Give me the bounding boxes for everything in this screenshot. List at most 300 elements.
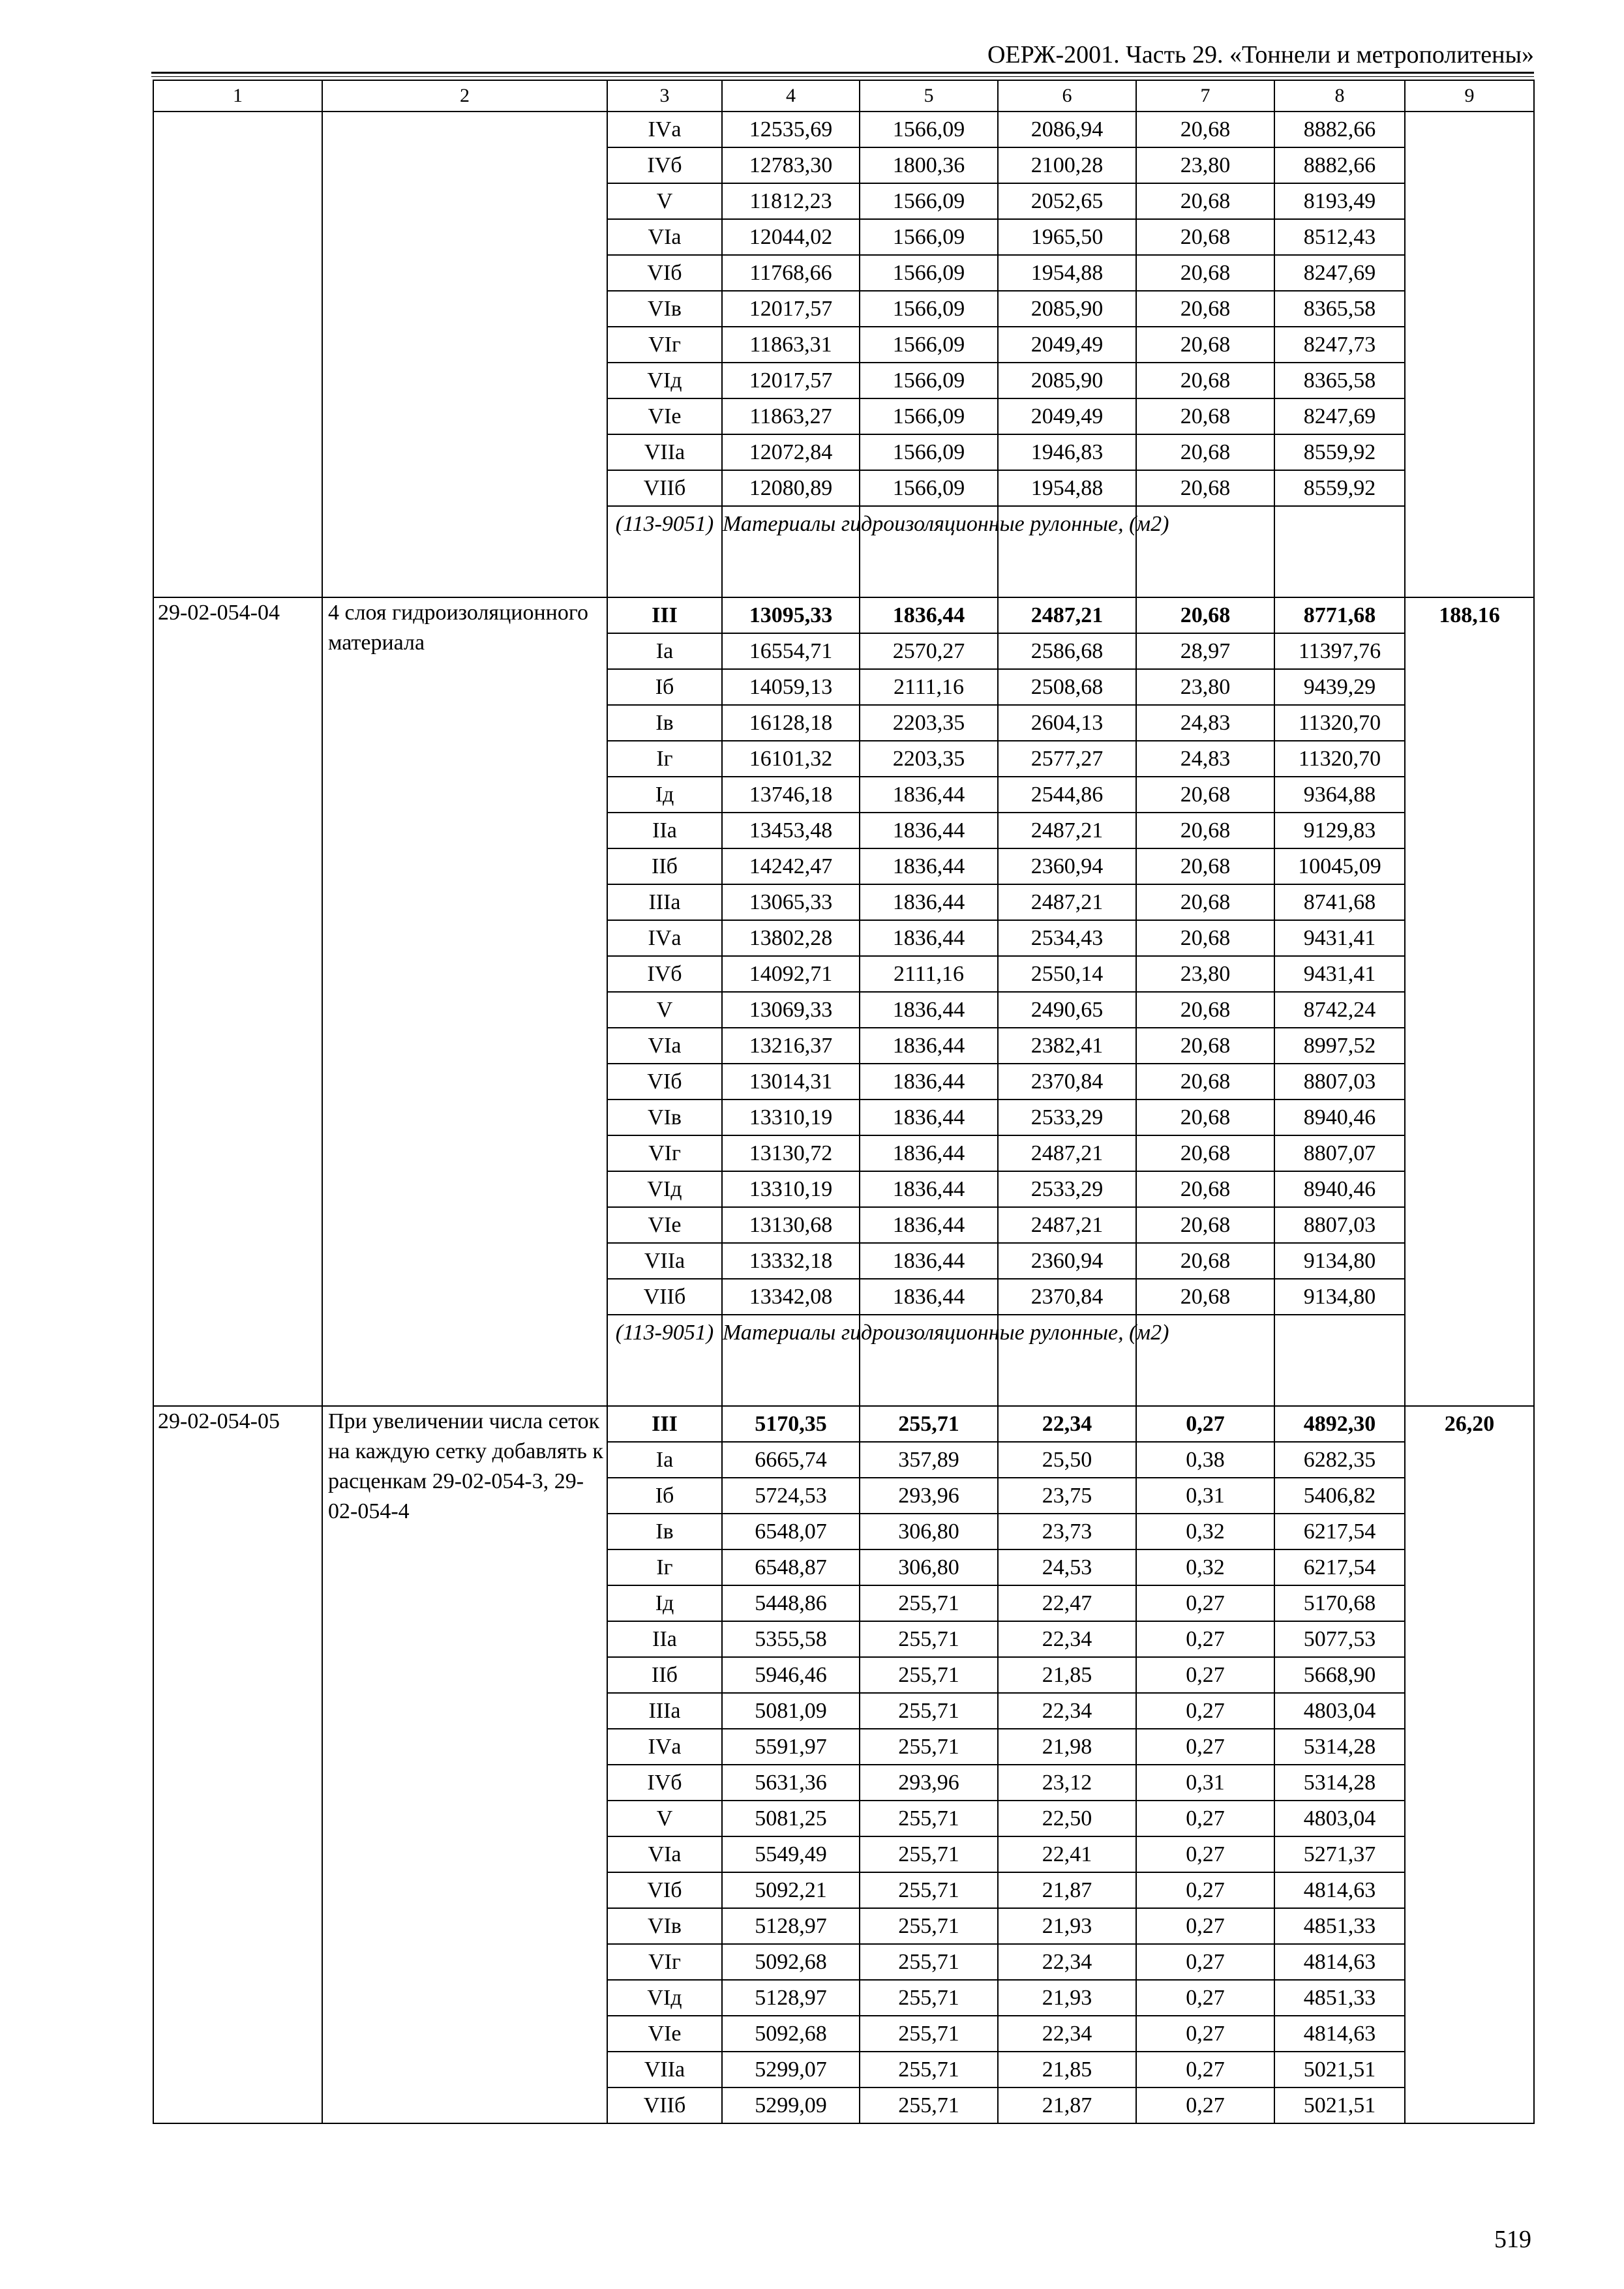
cell-value: 20,68 <box>1136 777 1274 813</box>
column-number: 3 <box>607 80 722 112</box>
cell-value: 13130,72 <box>722 1135 860 1171</box>
cell-value: 0,27 <box>1136 1944 1274 1980</box>
cell-value: VIд <box>607 1980 722 2016</box>
cell-value: Iг <box>607 741 722 777</box>
cell-value: VIб <box>607 1872 722 1908</box>
cell-value: 306,80 <box>860 1514 998 1549</box>
cell-value: VIе <box>607 398 722 434</box>
column-number: 1 <box>153 80 322 112</box>
cell-value: 1836,44 <box>860 1135 998 1171</box>
cell-value: 24,83 <box>1136 741 1274 777</box>
cell-value: 255,71 <box>860 1693 998 1729</box>
header-rule-thin <box>151 76 1534 77</box>
cell-value: 1836,44 <box>860 597 998 633</box>
cell-value: 22,47 <box>998 1585 1136 1621</box>
cell-value: 20,68 <box>1136 1279 1274 1315</box>
cell-value: 8559,92 <box>1274 470 1405 506</box>
cell-value: 11320,70 <box>1274 705 1405 741</box>
cell-value: 20,68 <box>1136 813 1274 848</box>
cell-value: 255,71 <box>860 1657 998 1693</box>
cell-value: VIа <box>607 219 722 255</box>
cell-value: 4851,33 <box>1274 1908 1405 1944</box>
cell-value: 28,97 <box>1136 633 1274 669</box>
cell-value: 5271,37 <box>1274 1836 1405 1872</box>
cell-value: 6282,35 <box>1274 1442 1405 1478</box>
empty-cell <box>1274 506 1405 597</box>
cell-value: Iа <box>607 1442 722 1478</box>
cell-value: 5631,36 <box>722 1765 860 1801</box>
cell-value: 5591,97 <box>722 1729 860 1765</box>
cell-value: 20,68 <box>1136 1135 1274 1171</box>
cell-value: Iг <box>607 1549 722 1585</box>
cell-value: 9439,29 <box>1274 669 1405 705</box>
cell-value: 10045,09 <box>1274 848 1405 884</box>
cell-value: 20,68 <box>1136 112 1274 147</box>
cell-value: 5406,82 <box>1274 1478 1405 1514</box>
cell-value: IIа <box>607 1621 722 1657</box>
cell-value: VIIа <box>607 1243 722 1279</box>
cell-value: 20,68 <box>1136 398 1274 434</box>
cell-value: VIг <box>607 1944 722 1980</box>
cell-value: 2086,94 <box>998 112 1136 147</box>
cell-value: 8807,03 <box>1274 1207 1405 1243</box>
cell-value: 2534,43 <box>998 920 1136 956</box>
cell-value: 9134,80 <box>1274 1243 1405 1279</box>
cell-value: IIа <box>607 813 722 848</box>
cell-value: 5021,51 <box>1274 2052 1405 2087</box>
header-title: ОЕРЖ-2001. Часть 29. «Тоннели и метрополитены» <box>987 41 1534 68</box>
cell-value: 5092,68 <box>722 1944 860 1980</box>
cell-value: VIIб <box>607 2087 722 2123</box>
cell-value: 0,27 <box>1136 2016 1274 2052</box>
cell-value: 5081,25 <box>722 1801 860 1836</box>
material-name: Материалы гидроизоляционные рулонные, (м2) <box>722 506 860 597</box>
cell-value: 255,71 <box>860 1836 998 1872</box>
cell-value: 11320,70 <box>1274 741 1405 777</box>
cell-value: 8247,69 <box>1274 398 1405 434</box>
cell-value: 2100,28 <box>998 147 1136 183</box>
cell-value: 8365,58 <box>1274 363 1405 398</box>
cell-value: 11397,76 <box>1274 633 1405 669</box>
cell-value: 0,27 <box>1136 1621 1274 1657</box>
cell-value: V <box>607 992 722 1028</box>
cell-value: 24,53 <box>998 1549 1136 1585</box>
cell-value: 293,96 <box>860 1765 998 1801</box>
cell-value: IVб <box>607 1765 722 1801</box>
cell-value: 1836,44 <box>860 1100 998 1135</box>
cell-value: 20,68 <box>1136 434 1274 470</box>
cell-value: VIд <box>607 1171 722 1207</box>
cell-value: 4892,30 <box>1274 1406 1405 1442</box>
cell-value: 4803,04 <box>1274 1801 1405 1836</box>
cell-value: 306,80 <box>860 1549 998 1585</box>
cell-value: 2533,29 <box>998 1100 1136 1135</box>
cell-value: 21,85 <box>998 2052 1136 2087</box>
cell-value: VIIб <box>607 470 722 506</box>
cell-value: 5092,68 <box>722 2016 860 2052</box>
cell-value: 13746,18 <box>722 777 860 813</box>
cell-value: 23,75 <box>998 1478 1136 1514</box>
cell-value: 255,71 <box>860 1406 998 1442</box>
cell-value: 0,27 <box>1136 1657 1274 1693</box>
cell-value: 6665,74 <box>722 1442 860 1478</box>
cell-value: 5021,51 <box>1274 2087 1405 2123</box>
cell-value: 2382,41 <box>998 1028 1136 1064</box>
cell-value: 5549,49 <box>722 1836 860 1872</box>
cell-value: IIIа <box>607 884 722 920</box>
cell-value: 13069,33 <box>722 992 860 1028</box>
cell-value: 1954,88 <box>998 255 1136 291</box>
cell-value: IIб <box>607 848 722 884</box>
cell-value: 2052,65 <box>998 183 1136 219</box>
cell-value: 20,68 <box>1136 183 1274 219</box>
cell-value: 0,31 <box>1136 1765 1274 1801</box>
cell-value: 12080,89 <box>722 470 860 506</box>
cell-value: V <box>607 1801 722 1836</box>
cell-value: 1566,09 <box>860 219 998 255</box>
cell-value: 5170,68 <box>1274 1585 1405 1621</box>
cell-value: 2533,29 <box>998 1171 1136 1207</box>
column-number: 5 <box>860 80 998 112</box>
cell-value: 20,68 <box>1136 327 1274 363</box>
cell-value: 2360,94 <box>998 848 1136 884</box>
cell-value: 0,32 <box>1136 1514 1274 1549</box>
cell-value: 1566,09 <box>860 255 998 291</box>
cell-code: 29-02-054-04 <box>153 597 322 1406</box>
cell-value: Iв <box>607 705 722 741</box>
cell-value: 13310,19 <box>722 1171 860 1207</box>
page-header <box>151 40 1534 76</box>
cell-value: 1836,44 <box>860 1028 998 1064</box>
cell-value: 4814,63 <box>1274 1872 1405 1908</box>
cell-value: 1566,09 <box>860 327 998 363</box>
cell-value: 22,34 <box>998 1693 1136 1729</box>
cell-value: 0,27 <box>1136 1729 1274 1765</box>
cell-value: 5355,58 <box>722 1621 860 1657</box>
cell-value: 23,80 <box>1136 669 1274 705</box>
cell-value: 255,71 <box>860 1944 998 1980</box>
cell-value: 23,80 <box>1136 956 1274 992</box>
cell-value: 4814,63 <box>1274 2016 1405 2052</box>
cell-value: 1954,88 <box>998 470 1136 506</box>
cell-value: 23,73 <box>998 1514 1136 1549</box>
cell-value: 20,68 <box>1136 1100 1274 1135</box>
cell-value: 16128,18 <box>722 705 860 741</box>
cell-value: 13332,18 <box>722 1243 860 1279</box>
cell-description <box>322 112 607 597</box>
cell-value: 13216,37 <box>722 1028 860 1064</box>
cell-value: 21,87 <box>998 1872 1136 1908</box>
cell-value: 8512,43 <box>1274 219 1405 255</box>
cell-value: 22,41 <box>998 1836 1136 1872</box>
material-name: Материалы гидроизоляционные рулонные, (м2) <box>722 1315 860 1406</box>
cell-value: III <box>607 597 722 633</box>
column-number: 4 <box>722 80 860 112</box>
cell-value: VIв <box>607 291 722 327</box>
cell-value: 22,34 <box>998 2016 1136 2052</box>
cell-value: 1836,44 <box>860 992 998 1028</box>
cell-value: 8741,68 <box>1274 884 1405 920</box>
cell-value: VIIб <box>607 1279 722 1315</box>
cell-value: 23,80 <box>1136 147 1274 183</box>
cell-value: Iд <box>607 1585 722 1621</box>
cell-value: 255,71 <box>860 1585 998 1621</box>
cell-value: 13130,68 <box>722 1207 860 1243</box>
cell-value: 255,71 <box>860 1908 998 1944</box>
cell-value: 6217,54 <box>1274 1514 1405 1549</box>
cell-value: 2586,68 <box>998 633 1136 669</box>
column-number: 9 <box>1405 80 1534 112</box>
cell-value: 5668,90 <box>1274 1657 1405 1693</box>
cell-value: 255,71 <box>860 1980 998 2016</box>
cell-value: 5077,53 <box>1274 1621 1405 1657</box>
cell-value: 9134,80 <box>1274 1279 1405 1315</box>
cell-value: 5170,35 <box>722 1406 860 1442</box>
cell-value: 0,27 <box>1136 2087 1274 2123</box>
cell-value: 2203,35 <box>860 705 998 741</box>
cell-value: 20,68 <box>1136 470 1274 506</box>
cell-value: IVа <box>607 112 722 147</box>
col9-value: 188,16 <box>1439 603 1500 627</box>
cell-value: 14092,71 <box>722 956 860 992</box>
cell-value: 255,71 <box>860 1801 998 1836</box>
cell-value: 5299,09 <box>722 2087 860 2123</box>
cell-value: 14059,13 <box>722 669 860 705</box>
table-row <box>153 597 1534 633</box>
cell-value: 0,27 <box>1136 1801 1274 1836</box>
cell-value: 8771,68 <box>1274 597 1405 633</box>
cell-value: 2049,49 <box>998 398 1136 434</box>
cell-value: 22,34 <box>998 1621 1136 1657</box>
cell-value: 1566,09 <box>860 363 998 398</box>
cell-value: 11863,31 <box>722 327 860 363</box>
cell-value: VIг <box>607 327 722 363</box>
price-table <box>153 80 1535 2124</box>
cell-code <box>153 112 322 597</box>
table-body <box>153 80 1534 2123</box>
cell-value: VIе <box>607 1207 722 1243</box>
cell-value: 0,27 <box>1136 1693 1274 1729</box>
cell-value: 2604,13 <box>998 705 1136 741</box>
column-number: 7 <box>1136 80 1274 112</box>
cell-value: 2049,49 <box>998 327 1136 363</box>
cell-value: 1836,44 <box>860 1279 998 1315</box>
cell-value: 20,68 <box>1136 1171 1274 1207</box>
cell-value: 12017,57 <box>722 291 860 327</box>
table-row <box>153 112 1534 147</box>
cell-value: 2203,35 <box>860 741 998 777</box>
cell-value: 1836,44 <box>860 1207 998 1243</box>
cell-value: 357,89 <box>860 1442 998 1478</box>
cell-value: VIг <box>607 1135 722 1171</box>
cell-value: 0,38 <box>1136 1442 1274 1478</box>
cell-value: 1836,44 <box>860 1171 998 1207</box>
cell-value: 8247,69 <box>1274 255 1405 291</box>
page-number: 519 <box>1494 2226 1531 2253</box>
cell-col9 <box>1405 1406 1534 2123</box>
cell-value: 0,27 <box>1136 1406 1274 1442</box>
cell-value: IIб <box>607 1657 722 1693</box>
cell-value: 20,68 <box>1136 992 1274 1028</box>
cell-value: 6217,54 <box>1274 1549 1405 1585</box>
cell-value: 12783,30 <box>722 147 860 183</box>
cell-value: 9129,83 <box>1274 813 1405 848</box>
cell-value: 8807,03 <box>1274 1064 1405 1100</box>
cell-value: 2360,94 <box>998 1243 1136 1279</box>
cell-value: 2577,27 <box>998 741 1136 777</box>
cell-value: VIIа <box>607 434 722 470</box>
cell-value: 2111,16 <box>860 669 998 705</box>
cell-value: VIа <box>607 1836 722 1872</box>
cell-value: 5314,28 <box>1274 1765 1405 1801</box>
cell-value: 1836,44 <box>860 1243 998 1279</box>
cell-value: 8742,24 <box>1274 992 1405 1028</box>
cell-value: 20,68 <box>1136 255 1274 291</box>
column-number: 2 <box>322 80 607 112</box>
cell-description: 4 слоя гидроизоляционного материала <box>322 597 607 1406</box>
cell-value: 20,68 <box>1136 1028 1274 1064</box>
cell-value: 1836,44 <box>860 1064 998 1100</box>
cell-value: 20,68 <box>1136 1207 1274 1243</box>
cell-value: 5092,21 <box>722 1872 860 1908</box>
cell-value: 16554,71 <box>722 633 860 669</box>
cell-value: 13065,33 <box>722 884 860 920</box>
cell-value: 0,27 <box>1136 1908 1274 1944</box>
cell-value: 1566,09 <box>860 183 998 219</box>
cell-value: V <box>607 183 722 219</box>
cell-value: 255,71 <box>860 2052 998 2087</box>
cell-value: VIIа <box>607 2052 722 2087</box>
cell-value: 13342,08 <box>722 1279 860 1315</box>
cell-value: 2085,90 <box>998 291 1136 327</box>
cell-value: 2544,86 <box>998 777 1136 813</box>
cell-value: Iд <box>607 777 722 813</box>
cell-value: 0,27 <box>1136 1585 1274 1621</box>
cell-value: 2487,21 <box>998 1135 1136 1171</box>
column-number-row <box>153 80 1534 112</box>
cell-value: III <box>607 1406 722 1442</box>
cell-value: IVа <box>607 1729 722 1765</box>
cell-value: Iб <box>607 669 722 705</box>
cell-value: 13310,19 <box>722 1100 860 1135</box>
cell-value: 2490,65 <box>998 992 1136 1028</box>
cell-value: Iв <box>607 1514 722 1549</box>
cell-value: 25,50 <box>998 1442 1136 1478</box>
cell-value: 8882,66 <box>1274 147 1405 183</box>
cell-value: 13802,28 <box>722 920 860 956</box>
cell-value: 2370,84 <box>998 1279 1136 1315</box>
cell-value: 22,34 <box>998 1406 1136 1442</box>
cell-value: IVб <box>607 147 722 183</box>
cell-value: 1946,83 <box>998 434 1136 470</box>
cell-value: 8882,66 <box>1274 112 1405 147</box>
cell-value: 20,68 <box>1136 219 1274 255</box>
cell-value: 0,27 <box>1136 1836 1274 1872</box>
cell-value: VIд <box>607 363 722 398</box>
cell-value: 2508,68 <box>998 669 1136 705</box>
cell-value: 4803,04 <box>1274 1693 1405 1729</box>
cell-value: VIа <box>607 1028 722 1064</box>
cell-value: 13014,31 <box>722 1064 860 1100</box>
material-code: (113-9051) <box>607 506 722 597</box>
cell-value: 6548,87 <box>722 1549 860 1585</box>
cell-value: 1566,09 <box>860 434 998 470</box>
cell-value: 21,98 <box>998 1729 1136 1765</box>
cell-value: 22,50 <box>998 1801 1136 1836</box>
cell-value: 8193,49 <box>1274 183 1405 219</box>
cell-value: 5724,53 <box>722 1478 860 1514</box>
empty-cell <box>1274 1315 1405 1406</box>
cell-value: 1836,44 <box>860 848 998 884</box>
cell-value: Iб <box>607 1478 722 1514</box>
cell-value: 11812,23 <box>722 183 860 219</box>
cell-value: 2487,21 <box>998 884 1136 920</box>
cell-value: 8807,07 <box>1274 1135 1405 1171</box>
cell-description: При увеличении числа сеток на каждую сетку добавлять к расценкам 29-02-054-3, 29-02-054-4 <box>322 1406 607 2123</box>
cell-value: VIб <box>607 255 722 291</box>
cell-value: 13453,48 <box>722 813 860 848</box>
cell-value: 14242,47 <box>722 848 860 884</box>
cell-value: 21,87 <box>998 2087 1136 2123</box>
cell-value: IVа <box>607 920 722 956</box>
cell-code: 29-02-054-05 <box>153 1406 322 2123</box>
cell-value: 22,34 <box>998 1944 1136 1980</box>
cell-value: 11863,27 <box>722 398 860 434</box>
cell-value: 20,68 <box>1136 884 1274 920</box>
header-rule-thick <box>151 72 1534 74</box>
cell-value: 1836,44 <box>860 777 998 813</box>
cell-value: 1566,09 <box>860 291 998 327</box>
cell-col9 <box>1405 597 1534 1406</box>
cell-value: 20,68 <box>1136 848 1274 884</box>
cell-value: 8940,46 <box>1274 1171 1405 1207</box>
cell-value: VIв <box>607 1100 722 1135</box>
cell-value: 20,68 <box>1136 597 1274 633</box>
cell-value: 2085,90 <box>998 363 1136 398</box>
cell-value: IVб <box>607 956 722 992</box>
cell-value: 2111,16 <box>860 956 998 992</box>
cell-value: 4814,63 <box>1274 1944 1405 1980</box>
cell-value: 12017,57 <box>722 363 860 398</box>
cell-value: 21,93 <box>998 1908 1136 1944</box>
cell-value: 1566,09 <box>860 398 998 434</box>
cell-value: 1965,50 <box>998 219 1136 255</box>
cell-value: VIе <box>607 2016 722 2052</box>
cell-value: 255,71 <box>860 1729 998 1765</box>
cell-value: 23,12 <box>998 1765 1136 1801</box>
cell-value: 293,96 <box>860 1478 998 1514</box>
cell-value: 255,71 <box>860 2016 998 2052</box>
cell-value: 9364,88 <box>1274 777 1405 813</box>
cell-value: 2487,21 <box>998 813 1136 848</box>
cell-value: 5946,46 <box>722 1657 860 1693</box>
cell-value: 5299,07 <box>722 2052 860 2087</box>
cell-value: 0,27 <box>1136 2052 1274 2087</box>
cell-value: 5081,09 <box>722 1693 860 1729</box>
cell-value: 21,85 <box>998 1657 1136 1693</box>
cell-value: 2550,14 <box>998 956 1136 992</box>
cell-value: 8559,92 <box>1274 434 1405 470</box>
cell-value: 21,93 <box>998 1980 1136 2016</box>
cell-value: 2370,84 <box>998 1064 1136 1100</box>
cell-value: VIб <box>607 1064 722 1100</box>
cell-value: 1800,36 <box>860 147 998 183</box>
cell-value: 255,71 <box>860 1872 998 1908</box>
cell-value: 5448,86 <box>722 1585 860 1621</box>
cell-value: 20,68 <box>1136 291 1274 327</box>
cell-value: 11768,66 <box>722 255 860 291</box>
cell-value: 20,68 <box>1136 363 1274 398</box>
